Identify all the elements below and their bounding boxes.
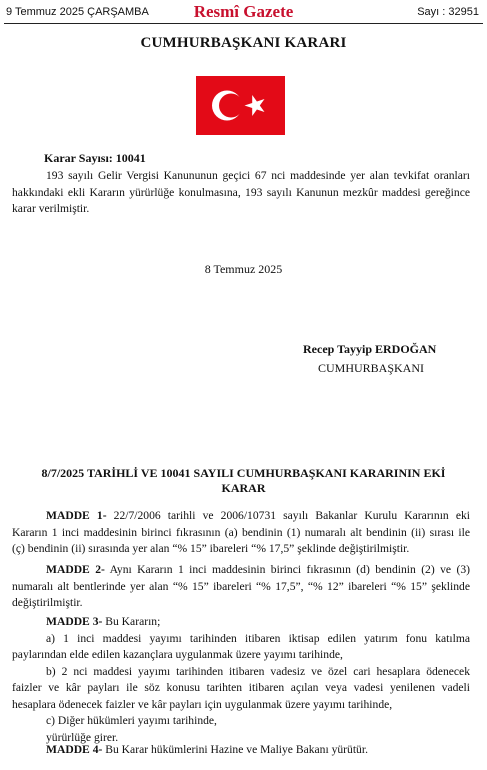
turkish-flag-icon: [196, 76, 285, 135]
intro-line: 193 sayılı Gelir Vergisi Kanununun geçici 67 nci maddesinde yer alan tevkifat oranları: [46, 169, 470, 182]
article-line: b) 2 nci maddesi yayımı tarihinden itibaren vadesiz ve özel cari hesaplara ödenecek: [46, 664, 470, 678]
article-line: Kararın 1 inci maddesinin birinci fıkrasının (a) bendinin (1) numaralı alt bendinin (ii) sırası ile: [12, 525, 470, 539]
article-line: a) 1 inci maddesi yayımı tarihinden itibaren iktisap edilen yatırım fonu katılma: [46, 631, 470, 645]
decision-number: Karar Sayısı: 10041: [44, 151, 146, 165]
article-line: (ç) bendinin (ii) sırasında yer alan “% 15” ibareleri “% 17,5” şeklinde değiştirilmiştir.: [12, 542, 410, 555]
article-head: MADDE 2-: [46, 563, 105, 576]
article-3: [12, 614, 470, 746]
decision-date: 8 Temmuz 2025: [204, 262, 283, 276]
article-line: hesaplara ödenecek faizler ve kâr payları için uygulanmak üzere yayımı tarihinde,: [12, 697, 393, 711]
intro-line: hakkındaki ekli Kararın yürürlüğe konulmasına, 193 sayılı Kanunun mezkûr maddesi gereğince: [12, 185, 470, 199]
article-line: paylarından elde edilen kazançlara uygulanmak üzere yayımı tarihinde,: [12, 648, 343, 661]
issue-number: Sayı : 32951: [417, 6, 479, 18]
article-1: [12, 508, 470, 558]
intro-paragraph: [12, 168, 470, 218]
article-2: [12, 562, 470, 612]
article-line: MADDE 4- Bu Karar hükümlerini Hazine ve Maliye Bakanı yürütür.: [46, 743, 368, 756]
annex-title: 8/7/2025 TARİHLİ VE 10041 SAYILI CUMHURBAŞKANI KARARININ EKİ KARAR: [41, 466, 446, 495]
header-divider: [4, 23, 483, 24]
article-line: yürürlüğe girer.: [46, 730, 119, 744]
page-title: CUMHURBAŞKANI KARARI: [140, 35, 347, 51]
intro-line: karar verilmiştir.: [12, 202, 90, 215]
signer-title: CUMHURBAŞKANI: [318, 361, 425, 375]
publication-title: Resmî Gazete: [193, 2, 294, 21]
article-line: numaralı alt bentlerinde yer alan “% 15” ibareleri “% 17,5”, “% 12” ibareleri “% 15” şeklinde: [12, 579, 470, 593]
article-line: faizler ve kâr payları ile söz konusu tarihten itibaren açılan veya vadesi yenilenen vadeli: [12, 681, 470, 694]
signer-name: Recep Tayyip ERDOĞAN: [303, 342, 437, 356]
article-line: değiştirilmiştir.: [12, 596, 83, 609]
article-line: MADDE 3- Bu Kararın;: [46, 615, 161, 628]
article-head: MADDE 1-: [46, 509, 107, 522]
article-head: MADDE 4-: [46, 743, 103, 756]
header-date: 9 Temmuz 2025 ÇARŞAMBA: [6, 6, 149, 18]
article-head: MADDE 3-: [46, 615, 103, 628]
article-line: c) Diğer hükümleri yayımı tarihinde,: [46, 714, 217, 727]
article-line: MADDE 1- 22/7/2006 tarihli ve 2006/10731 sayılı Bakanlar Kurulu Kararının eki: [46, 509, 470, 522]
article-4: [12, 742, 470, 759]
article-line: MADDE 2- Aynı Kararın 1 inci maddesinin birinci fıkrasının (d) bendinin (2) ve (3): [46, 563, 470, 576]
